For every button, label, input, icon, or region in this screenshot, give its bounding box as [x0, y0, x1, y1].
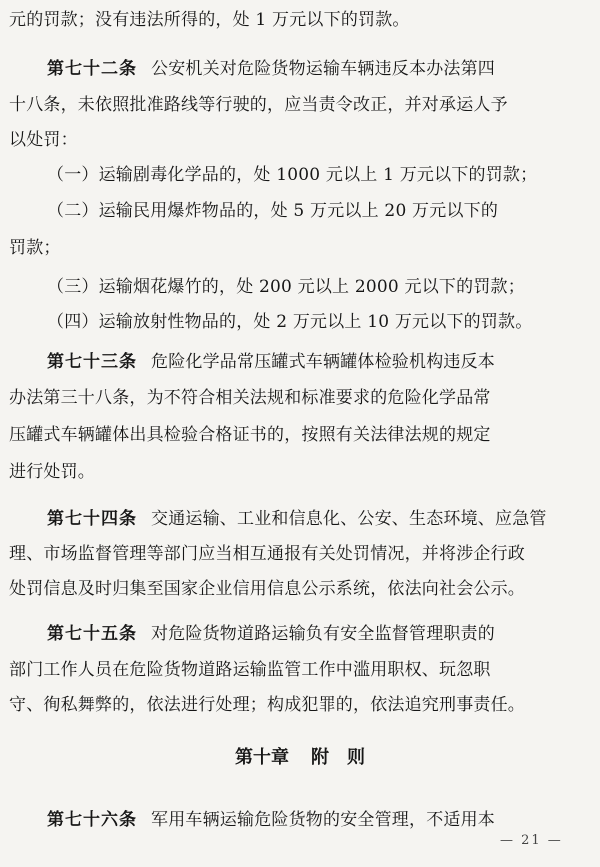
- article-number: 第七十五条: [47, 624, 137, 644]
- text-line: 处罚信息及时归集至国家企业信用信息公示系统，依法向社会公示。: [9, 579, 525, 599]
- text-line: 以处罚：: [9, 130, 78, 150]
- article-72-heading-line: [47, 57, 495, 81]
- article-number: 第七十四条: [47, 509, 137, 529]
- article-number: 第七十六条: [47, 810, 137, 830]
- chapter-title: 附 则: [311, 747, 365, 768]
- chapter-heading: [0, 746, 600, 770]
- text-line: 办法第三十八条，为不符合相关法规和标准要求的危险化学品常: [9, 388, 491, 408]
- article-76-heading-line: [47, 808, 495, 832]
- text-line: 罚款；: [9, 238, 61, 258]
- list-item: （三）运输烟花爆竹的，处 200 元以上 2000 元以下的罚款；: [47, 277, 525, 297]
- text-line: 守、徇私舞弊的，依法进行处理；构成犯罪的，依法追究刑事责任。: [9, 695, 525, 715]
- list-item: （一）运输剧毒化学品的，处 1000 元以上 1 万元以下的罚款；: [47, 165, 538, 185]
- article-73-heading-line: [47, 350, 495, 374]
- text-line: 元的罚款；没有违法所得的，处 1 万元以下的罚款。: [9, 10, 410, 30]
- article-text: 军用车辆运输危险货物的安全管理，不适用本: [151, 810, 495, 830]
- article-text: 公安机关对危险货物运输车辆违反本办法第四: [151, 59, 495, 79]
- text-line: 压罐式车辆罐体出具检验合格证书的，按照有关法律法规的规定: [9, 425, 491, 445]
- article-number: 第七十二条: [47, 59, 137, 79]
- list-item: （四）运输放射性物品的，处 2 万元以上 10 万元以下的罚款。: [47, 312, 533, 332]
- text-line: 进行处罚。: [9, 462, 95, 482]
- chapter-number: 第十章: [235, 747, 289, 768]
- page-number: — 21 —: [500, 833, 563, 848]
- list-item: （二）运输民用爆炸物品的，处 5 万元以上 20 万元以下的: [47, 201, 499, 221]
- article-text: 对危险货物道路运输负有安全监督管理职责的: [151, 624, 495, 644]
- text-line: 理、市场监督管理等部门应当相互通报有关处罚情况，并将涉企行政: [9, 544, 525, 564]
- text-line: 十八条，未依照批准路线等行驶的，应当责令改正，并对承运人予: [9, 95, 508, 115]
- article-number: 第七十三条: [47, 352, 137, 372]
- article-text: 交通运输、工业和信息化、公安、生态环境、应急管: [151, 509, 547, 529]
- article-text: 危险化学品常压罐式车辆罐体检验机构违反本: [151, 352, 495, 372]
- text-line: 部门工作人员在危险货物道路运输监管工作中滥用职权、玩忽职: [9, 660, 491, 680]
- article-75-heading-line: [47, 622, 495, 646]
- article-74-heading-line: [47, 507, 547, 531]
